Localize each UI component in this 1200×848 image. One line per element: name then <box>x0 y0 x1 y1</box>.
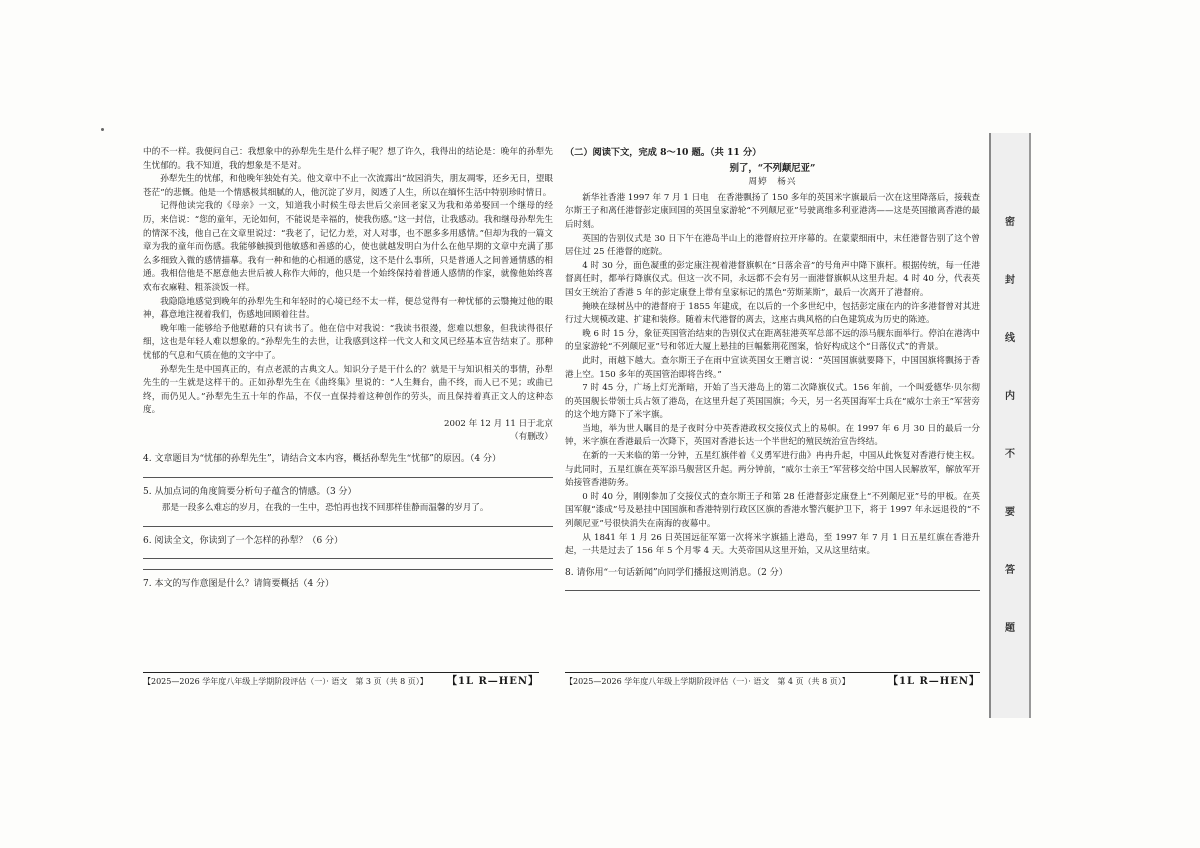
right-paragraph-7: 7 时 45 分，广场上灯光渐暗，开始了当天港岛上的第二次降旗仪式。156 年前，一个叫爱德华·贝尔彻的英国舰长带领士兵占领了港岛，在这里升起了英国国旗；今天，另一名英国海军士兵在“威尔士亲王”军营旁的这个地方降下了米字旗。 <box>565 383 980 421</box>
section-heading: （二）阅读下文，完成 8～10 题。（共 11 分） <box>565 147 762 158</box>
left-footer-text: 【2025—2026 学年度八年级上学期阶段评估（一）· 语文 第 3 页（共 8 页）】 <box>143 677 428 686</box>
binding-char-2: 封 <box>1005 275 1015 286</box>
answer-line-q6-1[interactable] <box>143 548 553 559</box>
binding-strip <box>989 133 1031 718</box>
question-6: 6. 阅读全文，你读到了一个怎样的孙犁？（6 分） <box>143 535 344 546</box>
scan-dot <box>101 128 104 131</box>
article-byline: 周婷 杨兴 <box>748 177 797 188</box>
right-paragraph-1: 新华社香港 1997 年 7 月 1 日电 在香港飘扬了 150 多年的英国米字旗最后一次在这里降落后，接载查尔斯王子和离任港督彭定康回国的英国皇家游轮“不列颠尼亚”号驶离维多利亚港湾——这是英国撤离香港的最后时刻。 <box>565 192 980 230</box>
binding-char-7: 答 <box>1005 565 1015 576</box>
left-paragraph-5: 晚年唯一能够给予他慰藉的只有读书了。他在信中对我说：“我读书很漫，您难以想象，但我读得很仔细，这也是年轻人难以想象的。”孙犁先生的去世，让我感到这样一代文人和文风已经基本宣告结束了。那种忧郁的气息和气质在他的文字中了。 <box>143 323 553 361</box>
left-paragraph-3: 记得他读完我的《母亲》一文，知道我小时候生母去世后父亲回老家又为我和弟弟娶回一个继母的经历，来信说：“您的童年，无论如何，不能说是幸福的，使我伤感。”这一封信，让我感动。我和继母孙犁先生的情深不浅，他自己在文章里说过：“我老了，记忆力差，对人对事，也不愿多多用感情。”但却为我的一篇文章为我的童年而伤感。我能够触摸到他敏感和善感的心，使也就越发明白为什么在他早期的文章中充满了那么多细致入微的感情描摹。我有一种和他的心相通的感觉，这不是什么事所，只是普通人之间普通情感的相通。我相信他是不愿意他去世后被人称作大师的，他只是一个始终保持着普通人感情的作家，就像他始终喜欢布衣麻鞋、粗茶淡饭一样。 <box>143 201 553 293</box>
left-paragraph-4: 我隐隐地感觉到晚年的孙犁先生和年轻时的心境已经不太一样，便总觉得有一种忧郁的云翳掩过他的眼神，暮意地注视着我们，伤感地回顾着往昔。 <box>143 296 553 321</box>
left-footer <box>143 672 539 691</box>
left-page <box>143 146 553 686</box>
right-footer-text: 【2025—2026 学年度八年级上学期阶段评估（一）· 语文 第 4 页（共 8 页）】 <box>565 677 850 686</box>
right-paragraph-8: 当地，举为世人瞩目的是子夜时分中英香港政权交接仪式上的易帜。在 1997 年 6 月 30 日的最后一分钟，米字旗在香港最后一次降下，英国对香港长达一个半世纪的殖民统治宣告终结。 <box>565 423 980 448</box>
right-footer <box>565 672 980 691</box>
right-paragraph-4: 掩映在绿树丛中的港督府于 1855 年建成，在以后的一个多世纪中，包括彭定康在内的许多港督曾对其进行过大规模改建、扩建和装修。随着末代港督的离去，这座古典风格的白色建筑成为历史的陈迹。 <box>565 301 980 326</box>
right-paragraph-10: 0 时 40 分，刚刚参加了交接仪式的查尔斯王子和第 28 任港督彭定康登上“不列颠尼亚”号的甲板。在英国军舰“漆成”号及悬挂中国国旗和香港特别行政区区旗的香港水警汽艇护卫下，将于 1997 年永远退役的“不列颠尼亚”号很快消失在南海的夜幕中。 <box>565 491 980 530</box>
binding-char-8: 题 <box>1005 623 1015 634</box>
left-footer-code: 【1L R—HEN】 <box>447 676 539 687</box>
article-date: 2002 年 12 月 11 日于北京 <box>444 418 553 429</box>
right-paragraph-3: 4 时 30 分，面色凝重的彭定康注视着港督旗帜在“日落余音”的号角声中降下旗杆。根据传统，每一任港督离任时，都举行降旗仪式。但这一次不同，永远都不会有另一面港督旗帜从这里升起。4 时 40 分，代表英国女王统治了香港 5 年的彭定康登上带有皇家标记的黑色“劳斯莱斯”，最后一次离开了港督府。 <box>565 260 980 298</box>
answer-line-q5[interactable] <box>143 516 553 527</box>
right-paragraph-6: 此时，雨越下越大。查尔斯王子在雨中宣读英国女王赠言说：“英国国旗就要降下，中国国旗将飘扬于香港上空。150 多年的英国管治即将告终。” <box>565 355 980 380</box>
right-paragraph-9: 在新的一天来临的第一分钟，五星红旗伴着《义勇军进行曲》冉冉升起，中国从此恢复对香港行使主权。与此同时，五星红旗在英军添马舰营区升起。两分钟前，“威尔士亲王”军营移交给中国人民解放军，解放军开始接管香港防务。 <box>565 451 980 489</box>
article-note: （有删改） <box>510 432 553 443</box>
right-paragraph-5: 晚 6 时 15 分，象征英国管治结束的告别仪式在距离驻港英军总部不远的添马舰东面举行。停泊在港湾中的皇家游轮“不列颠尼亚”号和邻近大厦上悬挂的巨幅紫荆花图案，恰好构成这个“日落仪式”的背景。 <box>565 328 980 353</box>
right-paragraph-2: 英国的告别仪式是 30 日下午在港岛半山上的港督府拉开序幕的。在蒙蒙细雨中，末任港督告别了这个曾居住过 25 任港督的庭院。 <box>565 233 980 258</box>
right-paragraph-11: 从 1841 年 1 月 26 日英国远征军第一次将米字旗插上港岛，至 1997 年 7 月 1 日五星红旗在香港升起，一共是过去了 156 年 5 个月零 4 天。大英帝国从这里开始，又从这里结束。 <box>565 532 980 557</box>
binding-char-5: 不 <box>1005 449 1015 460</box>
question-5-quote: 那是一段多么难忘的岁月，在我的一生中，恐怕再也找不回那样佳静而温馨的岁月了。 <box>161 503 489 514</box>
right-footer-code: 【1L R—HEN】 <box>888 676 980 687</box>
question-8: 8. 请你用“一句话新闻”向同学们播报这则消息。（2 分） <box>565 567 788 578</box>
binding-char-4: 内 <box>1005 391 1015 402</box>
binding-char-1: 密 <box>1005 217 1015 228</box>
question-7: 7. 本文的写作意图是什么？请简要概括（4 分） <box>143 579 335 590</box>
question-4: 4. 文章题目为“忧郁的孙犁先生”，请结合文本内容，概括孙犁先生“忧郁”的原因。（4 分） <box>143 454 501 465</box>
right-page <box>565 146 980 686</box>
article-title: 别了，“不列颠尼亚” <box>729 162 816 174</box>
answer-line-q6-2[interactable] <box>143 559 553 570</box>
answer-line-q4[interactable] <box>143 467 553 478</box>
left-paragraph-6: 孙犁先生是中国真正的，有点老派的古典文人。知识分子是干什么的？就是干与知识相关的事情，孙犁先生的一生就是这样干的。正如孙犁先生在《曲终集》里说的：“人生舞台，曲不终，而人已不见；或曲已终，而仍见人。”孙犁先生五十年的作品，不仅一直保持着这种创作的劳头，而且保持着真正文人的这种态度。 <box>143 364 553 416</box>
left-paragraph-2: 孙犁先生的忧郁，和他晚年独处有关。他文章中不止一次流露出“故园消失，朋友凋零，还乡无日，望眼苍茫”的悲慨。他是一个情感极其细腻的人，他沉淀了岁月，阅透了人生，所以在缅怀生活中特别珍时情日。 <box>143 174 553 198</box>
question-5: 5. 从加点词的角度简要分析句子蕴含的情感。（3 分） <box>143 486 357 497</box>
binding-char-3: 线 <box>1005 333 1015 344</box>
binding-char-6: 要 <box>1005 507 1015 518</box>
answer-line-q8[interactable] <box>565 580 980 591</box>
left-paragraph-1: 中的不一样。我便问自己：我想象中的孙犁先生是什么样子呢？想了许久，我得出的结论是：晚年的孙犁先生忧郁的。我不知道，我的想象是不是对。 <box>143 147 553 171</box>
